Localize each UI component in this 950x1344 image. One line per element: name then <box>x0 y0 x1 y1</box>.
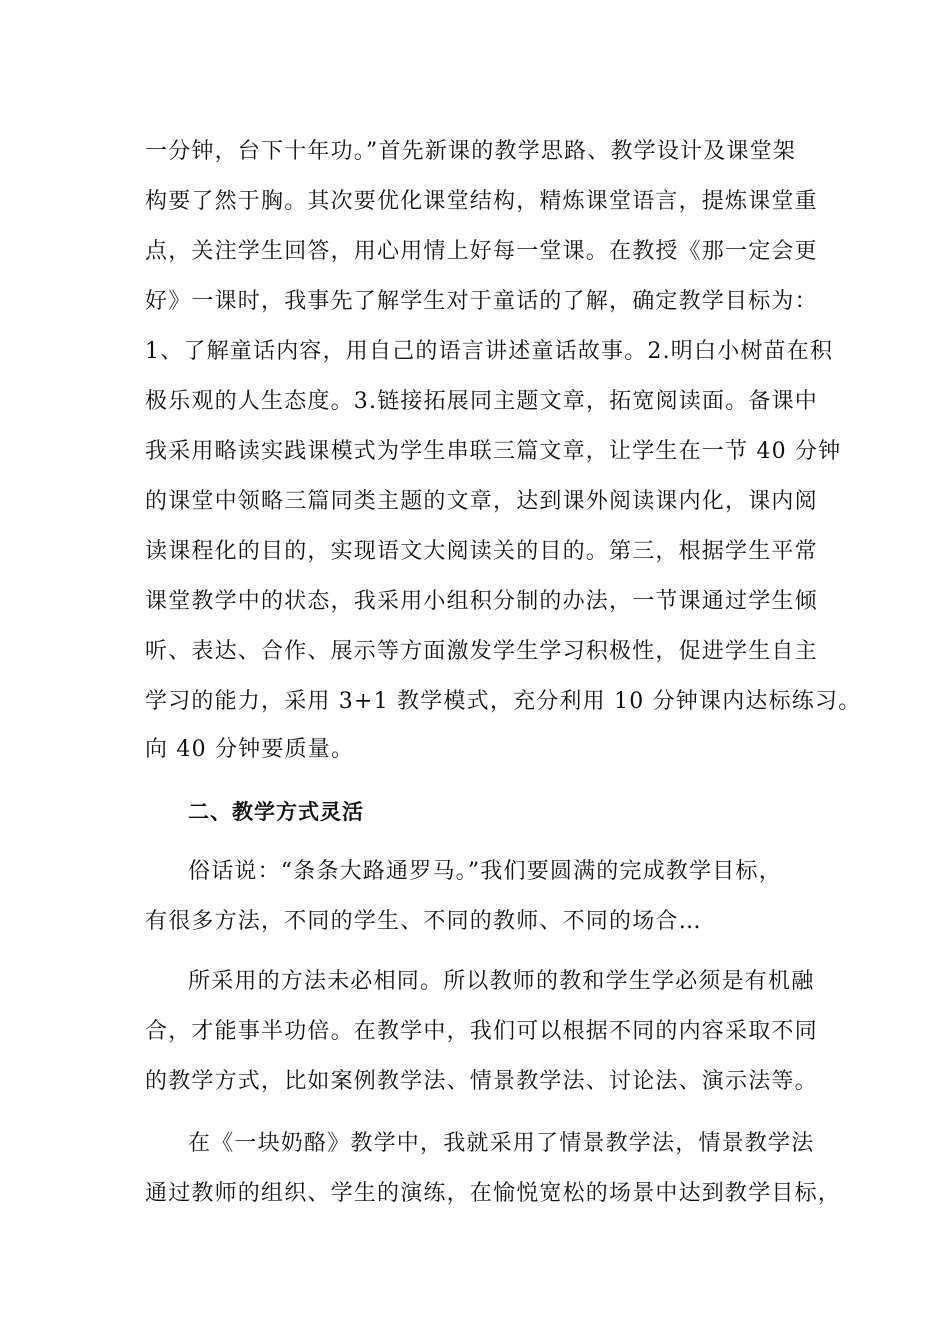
text-line: 极乐观的人生态度。3.链接拓展同主题文章，拓宽阅读面。备课中 <box>145 389 818 414</box>
text-line: 通过教师的组织、学生的演练，在愉悦宽松的场景中达到教学目标， <box>145 1181 842 1206</box>
text-line: 向 40 分钟要质量。 <box>145 737 355 762</box>
text-line: 好》一课时，我事先了解学生对于童话的了解，确定教学目标为： <box>145 289 818 314</box>
text-line: 课堂教学中的状态，我采用小组积分制的办法，一节课通过学生倾 <box>145 589 818 614</box>
text-line: 我采用略读实践课模式为学生串联三篇文章，让学生在一节 40 分钟 <box>145 439 842 464</box>
text-line: 读课程化的目的，实现语文大阅读关的目的。第三，根据学生平常 <box>145 539 818 564</box>
text-line: 所采用的方法未必相同。所以教师的教和学生学必须是有机融 <box>188 969 815 994</box>
text-line: 一分钟，台下十年功。”首先新课的教学思路、教学设计及课堂架 <box>145 139 797 164</box>
text-line: 听、表达、合作、展示等方面激发学生学习积极性，促进学生自主 <box>145 639 818 664</box>
text-line: 在《一块奶酪》教学中，我就采用了情景教学法，情景教学法 <box>188 1131 815 1156</box>
text-line: 的教学方式，比如案例教学法、情景教学法、讨论法、演示法等。 <box>145 1069 818 1094</box>
text-line: 构要了然于胸。其次要优化课堂结构，精炼课堂语言，提炼课堂重 <box>145 189 818 214</box>
text-line: 学习的能力，采用 3+1 教学模式，充分利用 10 分钟课内达标练习。 <box>145 689 862 714</box>
text-line: 俗话说：“条条大路通罗马。”我们要圆满的完成教学目标， <box>188 859 782 884</box>
section-heading: 二、教学方式灵活 <box>188 800 364 824</box>
text-line: 的课堂中领略三篇同类主题的文章，达到课外阅读课内化，课内阅 <box>145 489 818 514</box>
text-line: 有很多方法，不同的学生、不同的教师、不同的场合… <box>145 909 702 934</box>
text-line: 点，关注学生回答，用心用情上好每一堂课。在教授《那一定会更 <box>145 239 818 264</box>
text-line: 1、了解童话内容，用自己的语言讲述童话故事。2.明白小树苗在积 <box>145 339 834 364</box>
text-line: 合，才能事半功倍。在教学中，我们可以根据不同的内容采取不同 <box>145 1019 818 1044</box>
